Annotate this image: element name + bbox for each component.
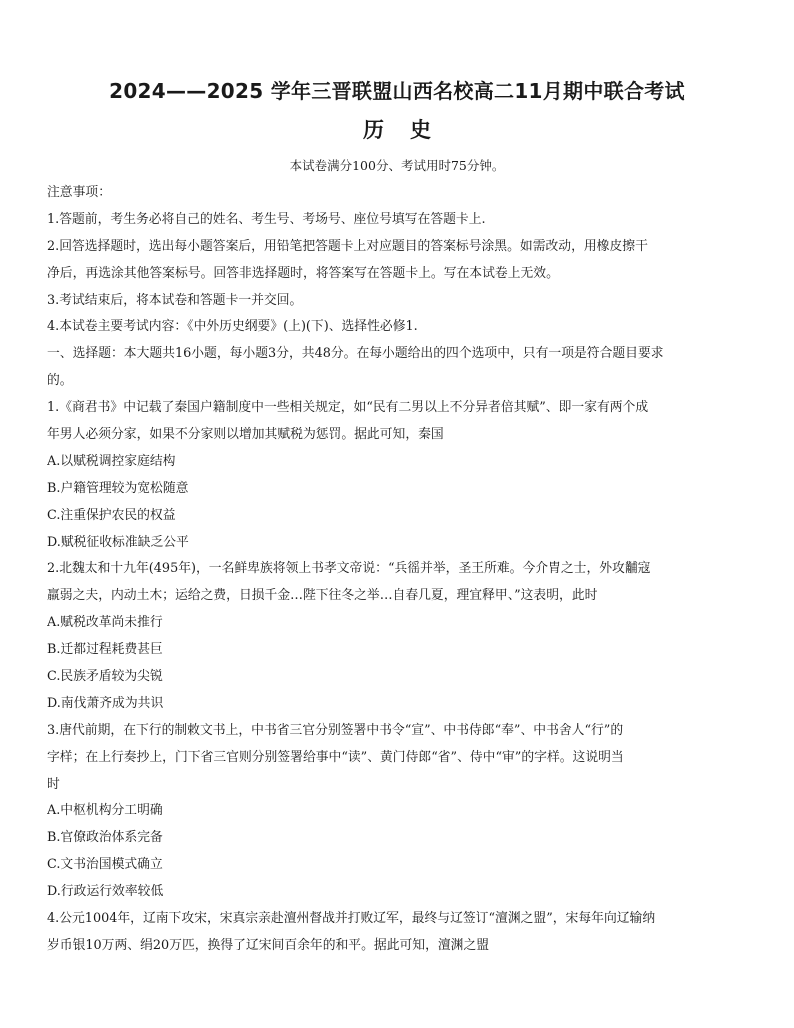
instruction-item: 1.答题前，考生务必将自己的姓名、考生号、考场号、座位号填写在答题卡上. [47, 211, 486, 227]
instruction-item: 2.回答选择题时，选出每小题答案后，用铅笔把答题卡上对应题目的答案标号涂黑。如需改动，用橡皮擦干 [47, 238, 648, 254]
question-2-option-d: D.南伐萧齐成为共识 [47, 695, 164, 711]
question-4-stem: 岁币银10万两、绢20万匹，换得了辽宋间百余年的和平。据此可知，澶渊之盟 [47, 937, 490, 953]
question-1-stem: 年男人必须分家，如果不分家则以增加其赋税为惩罚。据此可知，秦国 [47, 427, 444, 443]
section-heading-cont: 的。 [47, 373, 73, 389]
section-heading: 一、选择题：本大题共16小题，每小题3分，共48分。在每小题给出的四个选项中，只有一项是符合题目要求 [47, 346, 664, 362]
question-2-stem: 2.北魏太和十九年(495年)，一名鲜卑族将领上书孝文帝说：“兵徭并举，圣王所难。今介胄之士，外攻黼寇 [47, 561, 651, 577]
question-3-option-c: C.文书治国模式确立 [47, 857, 163, 873]
question-2-option-b: B.迁都过程耗费甚巨 [47, 642, 163, 658]
exam-title: 2024——2025 学年三晋联盟山西名校高二11月期中联合考试 [109, 79, 685, 103]
question-2-stem: 羸弱之夫，内动土木；运给之费，日损千金…陛下往冬之举…自春几夏，理宜释甲、”这表明，此时 [47, 588, 598, 604]
question-3-stem: 时 [47, 776, 60, 792]
question-1-option-d: D.赋税征收标准缺乏公平 [47, 534, 189, 550]
question-2-option-a: A.赋税改革尚未推行 [47, 615, 163, 631]
score-note: 本试卷满分100分、考试用时75分钟。 [289, 158, 505, 173]
subject-title: 历史 [363, 118, 457, 142]
question-3-option-d: D.行政运行效率较低 [47, 884, 164, 900]
question-1-stem: 1.《商君书》中记载了秦国户籍制度中一些相关规定，如“民有二男以上不分异者倍其赋”、即一家有两个成 [47, 400, 649, 416]
question-1-option-a: A.以赋税调控家庭结构 [47, 453, 176, 469]
question-2-option-c: C.民族矛盾较为尖锐 [47, 669, 163, 685]
instruction-item: 4.本试卷主要考试内容：《中外历史纲要》(上)(下)、选择性必修1. [47, 319, 418, 335]
question-3-stem: 3.唐代前期，在下行的制敕文书上，中书省三官分别签署中书令“宣”、中书侍郎“奉”、中书舍人“行”的 [47, 722, 624, 738]
question-3-stem: 字样；在上行奏抄上，门下省三官则分别签署给事中“读”、黄门侍郎“省”、侍中“审”的字样。这说明当 [47, 749, 624, 765]
question-3-option-a: A.中枢机构分工明确 [47, 803, 163, 819]
exam-body [47, 180, 753, 960]
instruction-item: 净后，再选涂其他答案标号。回答非选择题时，将答案写在答题卡上。写在本试卷上无效。 [47, 265, 559, 281]
question-3-option-b: B.官僚政治体系完备 [47, 830, 163, 846]
question-1-option-b: B.户籍管理较为宽松随意 [47, 480, 189, 496]
instruction-item: 3.考试结束后，将本试卷和答题卡一并交回。 [47, 292, 303, 308]
question-1-option-c: C.注重保护农民的权益 [47, 507, 176, 523]
question-4-stem: 4.公元1004年，辽南下攻宋，宋真宗亲赴澶州督战并打败辽军，最终与辽签订“澶渊之盟”，宋每年向辽输纳 [47, 911, 656, 927]
instructions-heading: 注意事项： [47, 185, 111, 200]
